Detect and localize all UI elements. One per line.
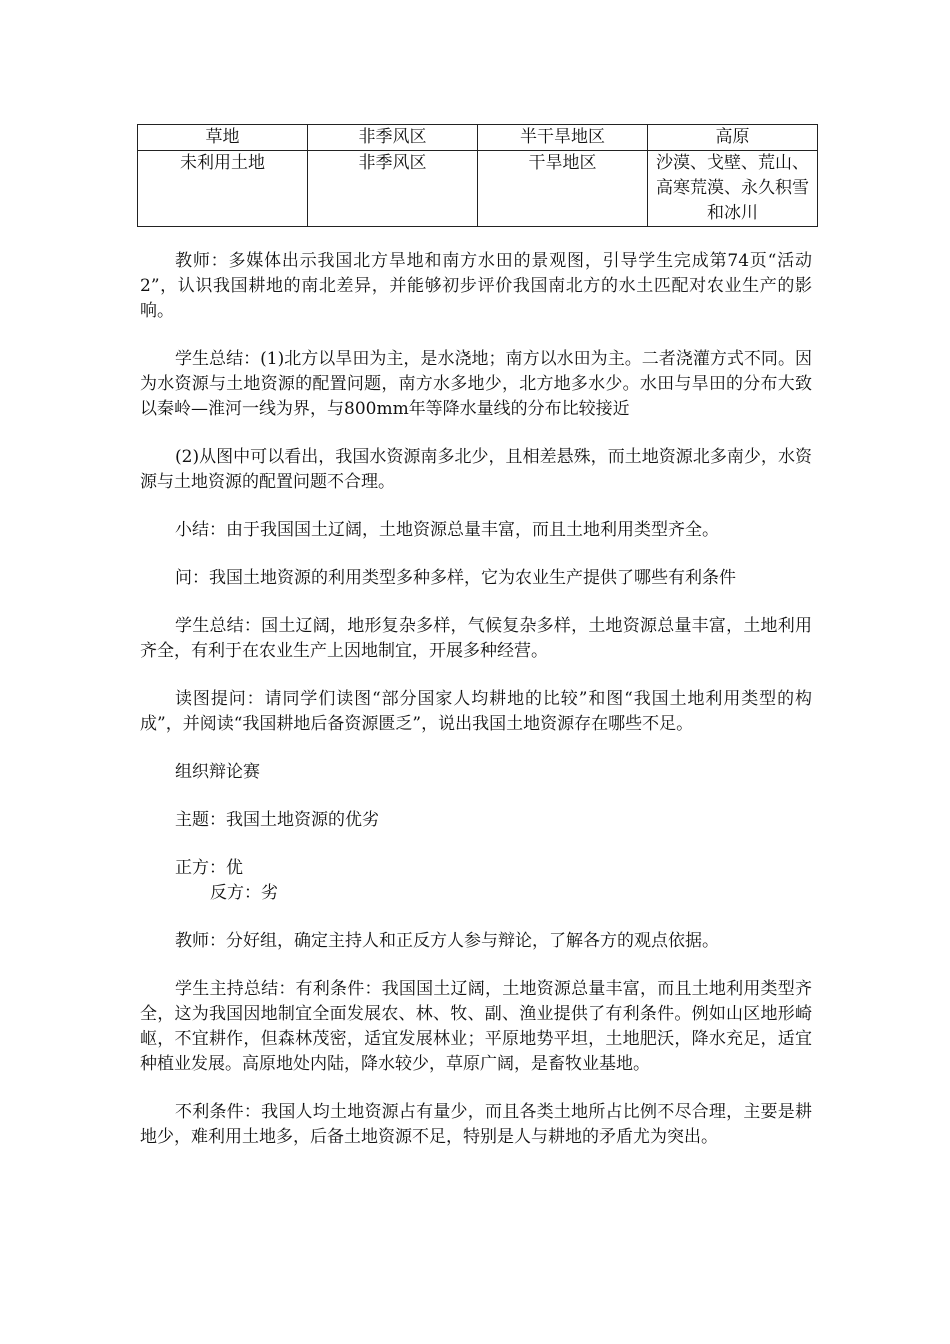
heading-debate: 组织辩论赛 xyxy=(175,762,260,782)
paragraph: 读图提问：请同学们读图“部分国家人均耕地的比较”和图“我国土地利用类型的构成”，并阅读“我国耕地后备资源匮乏”，说出我国土地资源存在哪些不足。 xyxy=(140,689,812,734)
body-text xyxy=(140,249,812,1150)
paragraph: 学生总结：(1)北方以旱田为主，是水浇地；南方以水田为主。二者浇灌方式不同。因为水资源与土地资源的配置问题，南方水多地少，北方地多水少。水田与旱田的分布大致以秦岭—淮河一线为界，与800mm年等降水量线的分布比较接近 xyxy=(140,349,812,419)
paragraph: 不利条件：我国人均土地资源占有量少，而且各类土地所占比例不尽合理，主要是耕地少，难利用土地多，后备土地资源不足，特别是人与耕地的矛盾尤为突出。 xyxy=(140,1102,812,1147)
table-cell: 未利用土地 xyxy=(138,151,308,227)
paragraph: 教师：多媒体出示我国北方旱地和南方水田的景观图，引导学生完成第74页“活动2”，认识我国耕地的南北差异，并能够初步评价我国南北方的水土匹配对农业生产的影响。 xyxy=(140,251,812,321)
table-cell: 非季风区 xyxy=(308,151,478,227)
table-cell: 非季风区 xyxy=(308,125,478,151)
negative-side: 反方：劣 xyxy=(210,883,278,903)
table-cell: 干旱地区 xyxy=(478,151,648,227)
paragraph: 学生主持总结：有利条件：我国国土辽阔，土地资源总量丰富，而且土地利用类型齐全，这为我国因地制宜全面发展农、林、牧、副、渔业提供了有利条件。例如山区地形崎岖，不宜耕作，但森林茂密，适宜发展林业；平原地势平坦，土地肥沃，降水充足，适宜种植业发展。高原地处内陆，降水较少，草原广阔，是畜牧业基地。 xyxy=(140,979,812,1074)
paragraph: 学生总结：国土辽阔，地形复杂多样，气候复杂多样，土地资源总量丰富，土地利用齐全，有利于在农业生产上因地制宜，开展多种经营。 xyxy=(140,616,812,661)
affirmative-side: 正方：优 xyxy=(175,858,243,878)
table-cell: 高原 xyxy=(648,125,818,151)
table-cell: 草地 xyxy=(138,125,308,151)
paragraph: (2)从图中可以看出，我国水资源南多北少，且相差悬殊，而土地资源北多南少，水资源与土地资源的配置问题不合理。 xyxy=(140,447,812,492)
debate-topic: 主题：我国土地资源的优劣 xyxy=(175,810,379,830)
table-cell: 沙漠、戈壁、荒山、高寒荒漠、永久积雪和冰川 xyxy=(648,151,818,227)
table-cell: 半干旱地区 xyxy=(478,125,648,151)
paragraph: 教师：分好组，确定主持人和正反方人参与辩论，了解各方的观点依据。 xyxy=(175,931,719,951)
table-row xyxy=(138,125,818,151)
table-row xyxy=(138,151,818,227)
land-type-table xyxy=(137,124,818,227)
paragraph: 问：我国土地资源的利用类型多种多样，它为农业生产提供了哪些有利条件 xyxy=(175,568,736,588)
paragraph: 小结：由于我国国土辽阔，土地资源总量丰富，而且土地利用类型齐全。 xyxy=(175,520,719,540)
